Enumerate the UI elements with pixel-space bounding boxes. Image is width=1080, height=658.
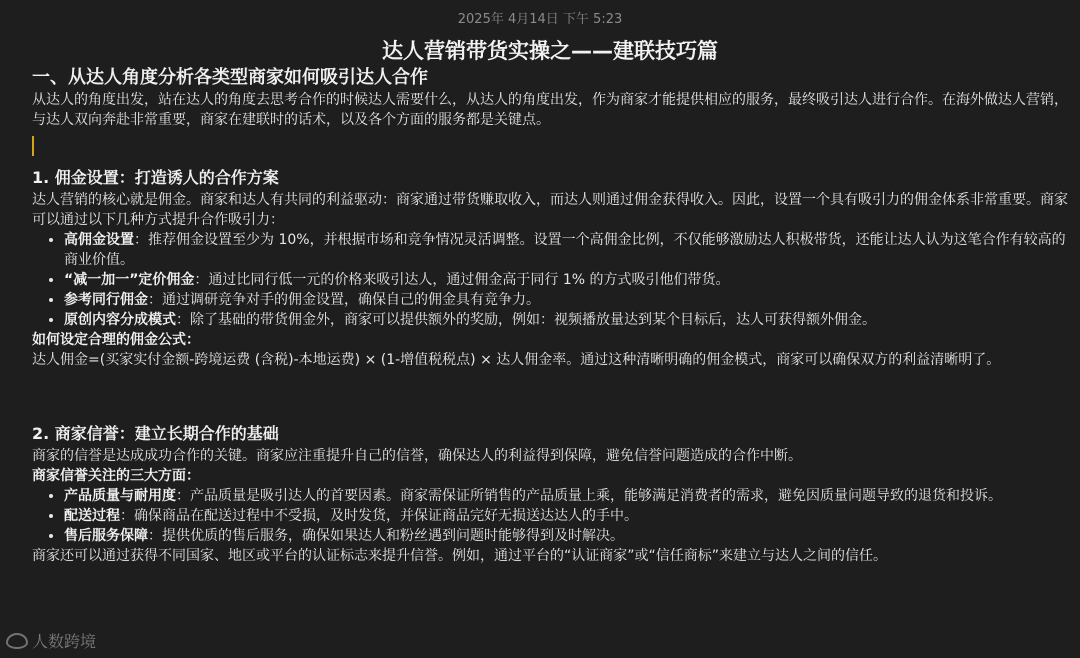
reputation-list <box>32 486 1068 546</box>
document-title: 达人营销带货实操之——建联技巧篇 <box>382 39 718 63</box>
watermark <box>6 629 96 652</box>
list-item-label: 参考同行佣金 <box>64 292 148 308</box>
list-item-text: ：产品质量是吸引达人的首要因素。商家需保证所销售的产品质量上乘，能够满足消费者的需求，避免因质量问题导致的退货和投诉。 <box>176 488 1002 504</box>
section-heading: 一、从达人角度分析各类型商家如何吸引达人合作 <box>32 67 428 88</box>
timestamp: 2025年 4月14日 下午 5:23 <box>457 12 623 27</box>
watermark-text: 人数跨境 <box>32 632 97 651</box>
list-item-text: ：确保商品在配送过程中不受损，及时发货，并保证商品完好无损送达达人的手中。 <box>120 508 638 524</box>
list-item-text: ：通过调研竞争对手的佣金设置，确保自己的佣金具有竞争力。 <box>148 292 540 308</box>
reputation-intro: 商家的信誉是达成成功合作的关键。商家应注重提升自己的信誉，确保达人的利益得到保障，避免信誉问题造成的合作中断。 <box>32 448 802 464</box>
watermark-logo-icon <box>6 633 28 649</box>
list-item-label: 产品质量与耐用度 <box>64 488 176 504</box>
reputation-subheading: 商家信誉关注的三大方面： <box>32 468 200 484</box>
list-item-label: “减一加一”定价佣金 <box>64 272 195 288</box>
list-item-text: ：推荐佣金设置至少为 10%，并根据市场和竞争情况灵活调整。设置一个高佣金比例，不仅能够激励达人积极带货，还能让达人认为这笔合作有较高的商业价值。 <box>64 232 1066 268</box>
list-item <box>64 526 1068 546</box>
commission-list <box>32 230 1068 330</box>
formula-heading: 如何设定合理的佣金公式： <box>32 332 200 348</box>
list-item <box>64 506 1068 526</box>
commission-intro: 达人营销的核心就是佣金。商家和达人有共同的利益驱动：商家通过带货赚取收入，而达人则通过佣金获得收入。因此，设置一个具有吸引力的佣金体系非常重要。商家可以通过以下几种方式提升合作吸引力： <box>32 192 1068 228</box>
text-cursor <box>32 136 34 156</box>
list-item-text: ：通过比同行低一元的价格来吸引达人，通过佣金高于同行 1% 的方式吸引他们带货。 <box>194 272 730 288</box>
list-item <box>64 310 1068 330</box>
list-item <box>64 270 1068 290</box>
reputation-heading: 2. 商家信誉：建立长期合作的基础 <box>32 424 279 443</box>
list-item-label: 高佣金设置 <box>64 232 134 248</box>
list-item <box>64 290 1068 310</box>
reputation-outro: 商家还可以通过获得不同国家、地区或平台的认证标志来提升信誉。例如，通过平台的“认证商家”或“信任商标”来建立与达人之间的信任。 <box>32 548 888 564</box>
section-intro: 从达人的角度出发，站在达人的角度去思考合作的时候达人需要什么，从达人的角度出发，作为商家才能提供相应的服务，最终吸引达人进行合作。在海外做达人营销，与达人双向奔赴非常重要，商家在建联时的话术，以及各个方面的服务都是关键点。 <box>32 92 1068 128</box>
note-document[interactable] <box>32 36 1068 566</box>
list-item-text: ：除了基础的带货佣金外，商家可以提供额外的奖励，例如：视频播放量达到某个目标后，达人可获得额外佣金。 <box>176 312 876 328</box>
list-item-label: 配送过程 <box>64 508 120 524</box>
list-item-label: 原创内容分成模式 <box>64 312 176 328</box>
list-item-label: 售后服务保障 <box>64 528 148 544</box>
commission-heading: 1. 佣金设置：打造诱人的合作方案 <box>32 168 279 187</box>
list-item <box>64 230 1068 270</box>
formula-text: 达人佣金=(买家实付金额-跨境运费 (含税)-本地运费) × (1-增值税税点) × 达人佣金率。通过这种清晰明确的佣金模式，商家可以确保双方的利益清晰明了。 <box>32 352 1001 368</box>
blank-space <box>32 370 1068 422</box>
list-item <box>64 486 1068 506</box>
list-item-text: ：提供优质的售后服务，确保如果达人和粉丝遇到问题时能够得到及时解决。 <box>148 528 624 544</box>
